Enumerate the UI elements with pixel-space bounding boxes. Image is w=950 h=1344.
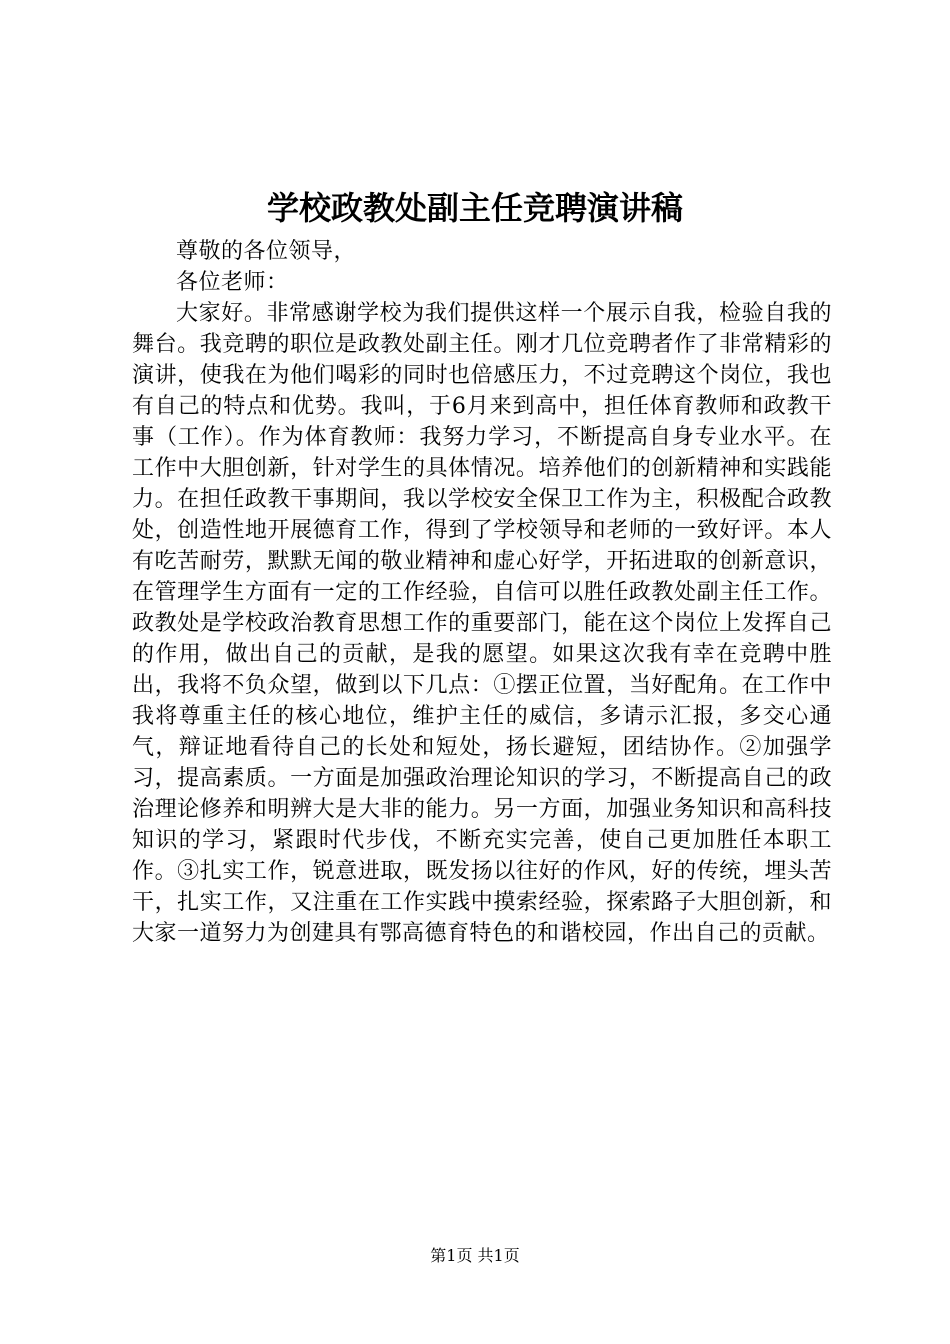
salutation-line-1: 尊敬的各位领导， xyxy=(176,239,357,264)
page-footer: 第1页 共1页 xyxy=(430,1246,520,1265)
document-body xyxy=(132,236,832,949)
salutation-line-2: 各位老师： xyxy=(176,270,289,295)
speech-paragraph: 大家好。非常感谢学校为我们提供这样一个展示自我，检验自我的舞台。我竞聘的职位是政教处副主任。刚才几位竞聘者作了非常精彩的演讲，使我在为他们喝彩的同时也倍感压力，不过竞聘这个岗位，我也有自己的特点和优势。我叫，于6月来到高中，担任体育教师和政教干事（工作）。作为体育教师：我努力学习，不断提高自身专业水平。在工作中大胆创新，针对学生的具体情况。培养他们的创新精神和实践能力。在担任政教干事期间，我以学校安全保卫工作为主，积极配合政教处，创造性地开展德育工作，得到了学校领导和老师的一致好评。本人有吃苦耐劳，默默无闻的敬业精神和虚心好学，开拓进取的创新意识，在管理学生方面有一定的工作经验，自信可以胜任政教处副主任工作。政教处是学校政治教育思想工作的重要部门，能在这个岗位上发挥自己的作用，做出自己的贡献，是我的愿望。如果这次我有幸在竞聘中胜出，我将不负众望，做到以下几点：①摆正位置，当好配角。在工作中我将尊重主任的核心地位，维护主任的威信，多请示汇报，多交心通气，辩证地看待自己的长处和短处，扬长避短，团结协作。②加强学习，提高素质。一方面是加强政治理论知识的学习，不断提高自己的政治理论修养和明辨大是大非的能力。另一方面，加强业务知识和高科技知识的学习，紧跟时代步伐，不断充实完善，使自己更加胜任本职工作。③扎实工作，锐意进取，既发扬以往好的作风，好的传统，埋头苦干，扎实工作，又注重在工作实践中摸索经验，探索路子大胆创新，和大家一道努力为创建具有鄂高德育特色的和谐校园，作出自己的贡献。 xyxy=(132,301,832,946)
document-title: 学校政教处副主任竞聘演讲稿 xyxy=(266,189,683,227)
